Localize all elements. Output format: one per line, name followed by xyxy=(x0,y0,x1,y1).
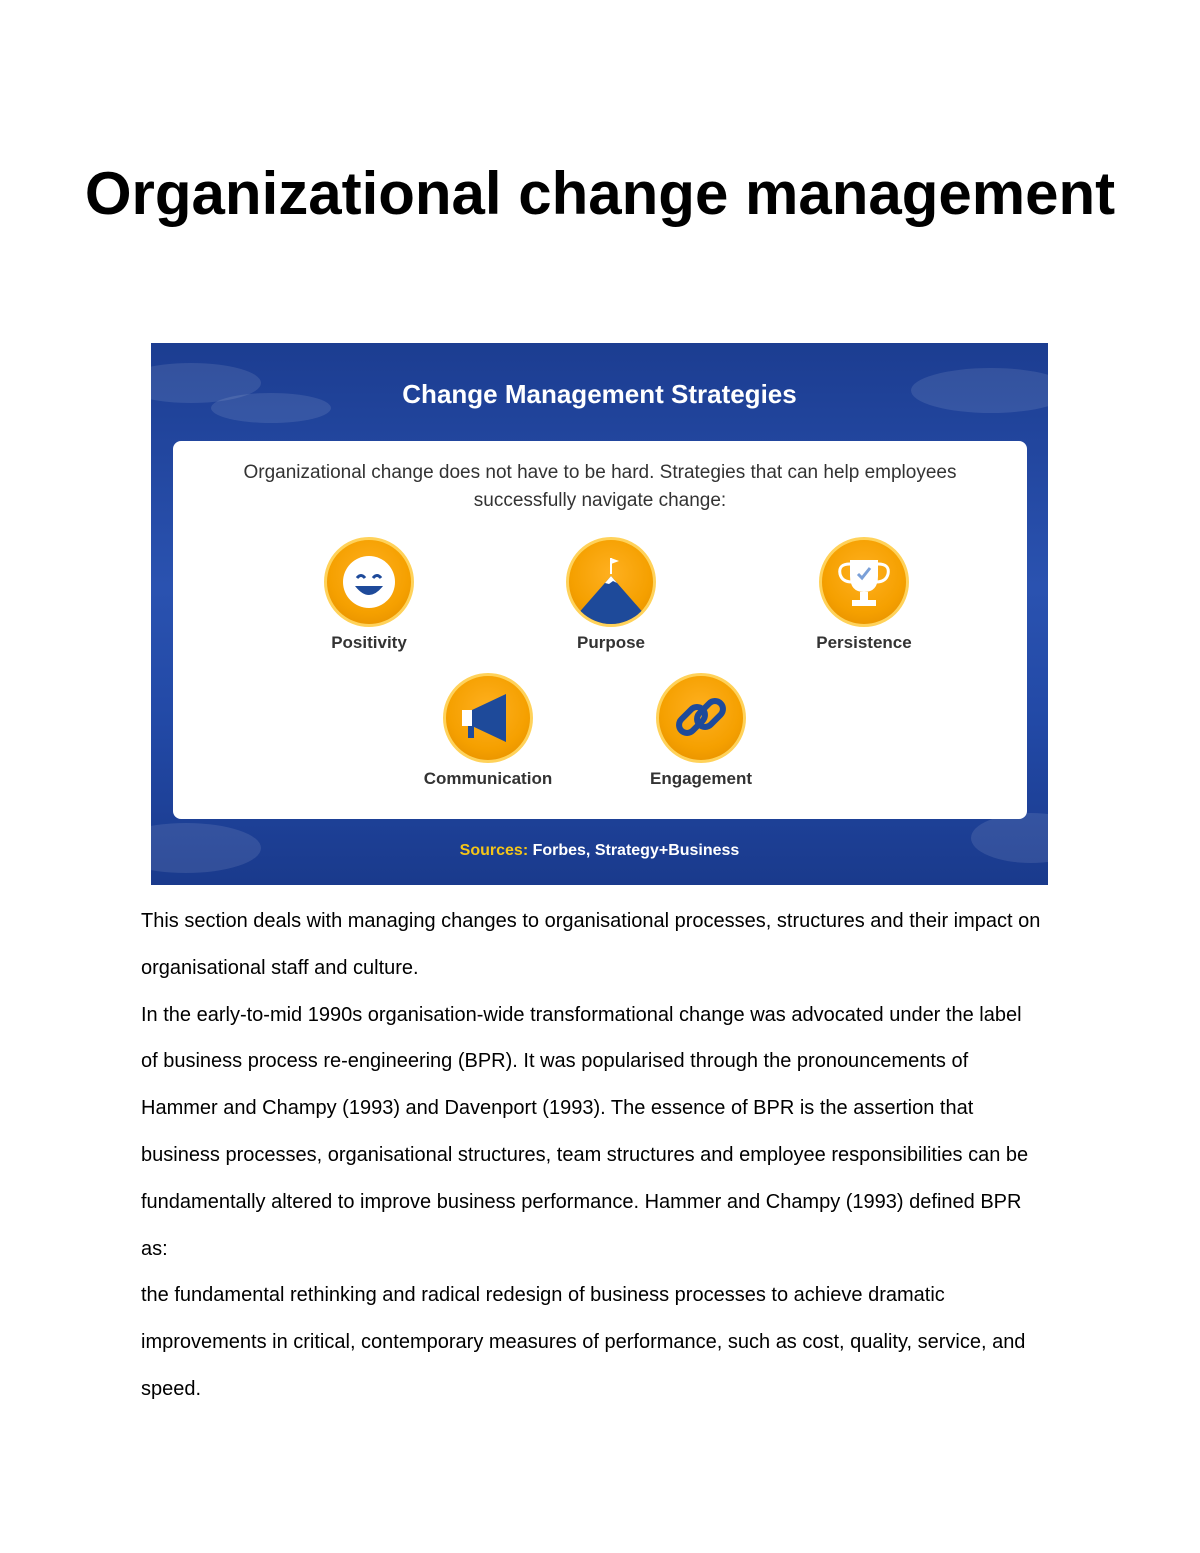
body-text xyxy=(141,898,1041,1413)
strategy-label: Persistence xyxy=(816,633,912,652)
strategy-purpose xyxy=(521,537,701,653)
infographic-heading: Change Management Strategies xyxy=(402,379,797,409)
body-paragraph: This section deals with managing changes to organisational processes, structures and their impact on organisational staff and culture. xyxy=(141,910,1041,979)
trophy-icon xyxy=(819,537,909,627)
change-strategies-infographic xyxy=(151,343,1048,885)
strategy-communication xyxy=(398,673,578,789)
strategy-label: Purpose xyxy=(576,633,646,652)
strategy-label: Positivity xyxy=(331,633,407,652)
chain-link-icon xyxy=(656,673,746,763)
smiley-face-icon xyxy=(324,537,414,627)
document-title: Organizational change management xyxy=(84,160,1116,227)
sources-value: Forbes, Strategy+Business xyxy=(528,842,740,859)
strategy-label: Engagement xyxy=(649,769,753,788)
mountain-peak-icon xyxy=(566,537,656,627)
strategy-engagement xyxy=(611,673,791,789)
body-paragraph: In the early-to-mid 1990s organisation-wide transformational change was advocated under the label of business process re-engineering (BPR). It was popularised through the pronouncements of Hammer and Champy (1993) and Davenport (1993). The essence of BPR is the assertion that business processes, organisational structures, team structures and employee responsibilities can be fundamentally altered to improve business performance. Hammer and Champy (1993) defined BPR as: xyxy=(141,1003,1029,1260)
strategy-positivity xyxy=(279,537,459,653)
strategy-persistence xyxy=(774,537,954,653)
infographic-intro: Organizational change does not have to be hard. Strategies that can help employees successfully navigate change: xyxy=(243,462,957,511)
megaphone-icon xyxy=(443,673,533,763)
strategies-card xyxy=(173,441,1027,819)
strategy-label: Communication xyxy=(423,769,553,788)
sources-key: Sources: xyxy=(459,842,529,859)
body-paragraph: the fundamental rethinking and radical redesign of business processes to achieve dramatic improvements in critical, contemporary measures of performance, such as cost, quality, service, and speed. xyxy=(141,1284,1026,1400)
sources-line xyxy=(151,842,1048,860)
